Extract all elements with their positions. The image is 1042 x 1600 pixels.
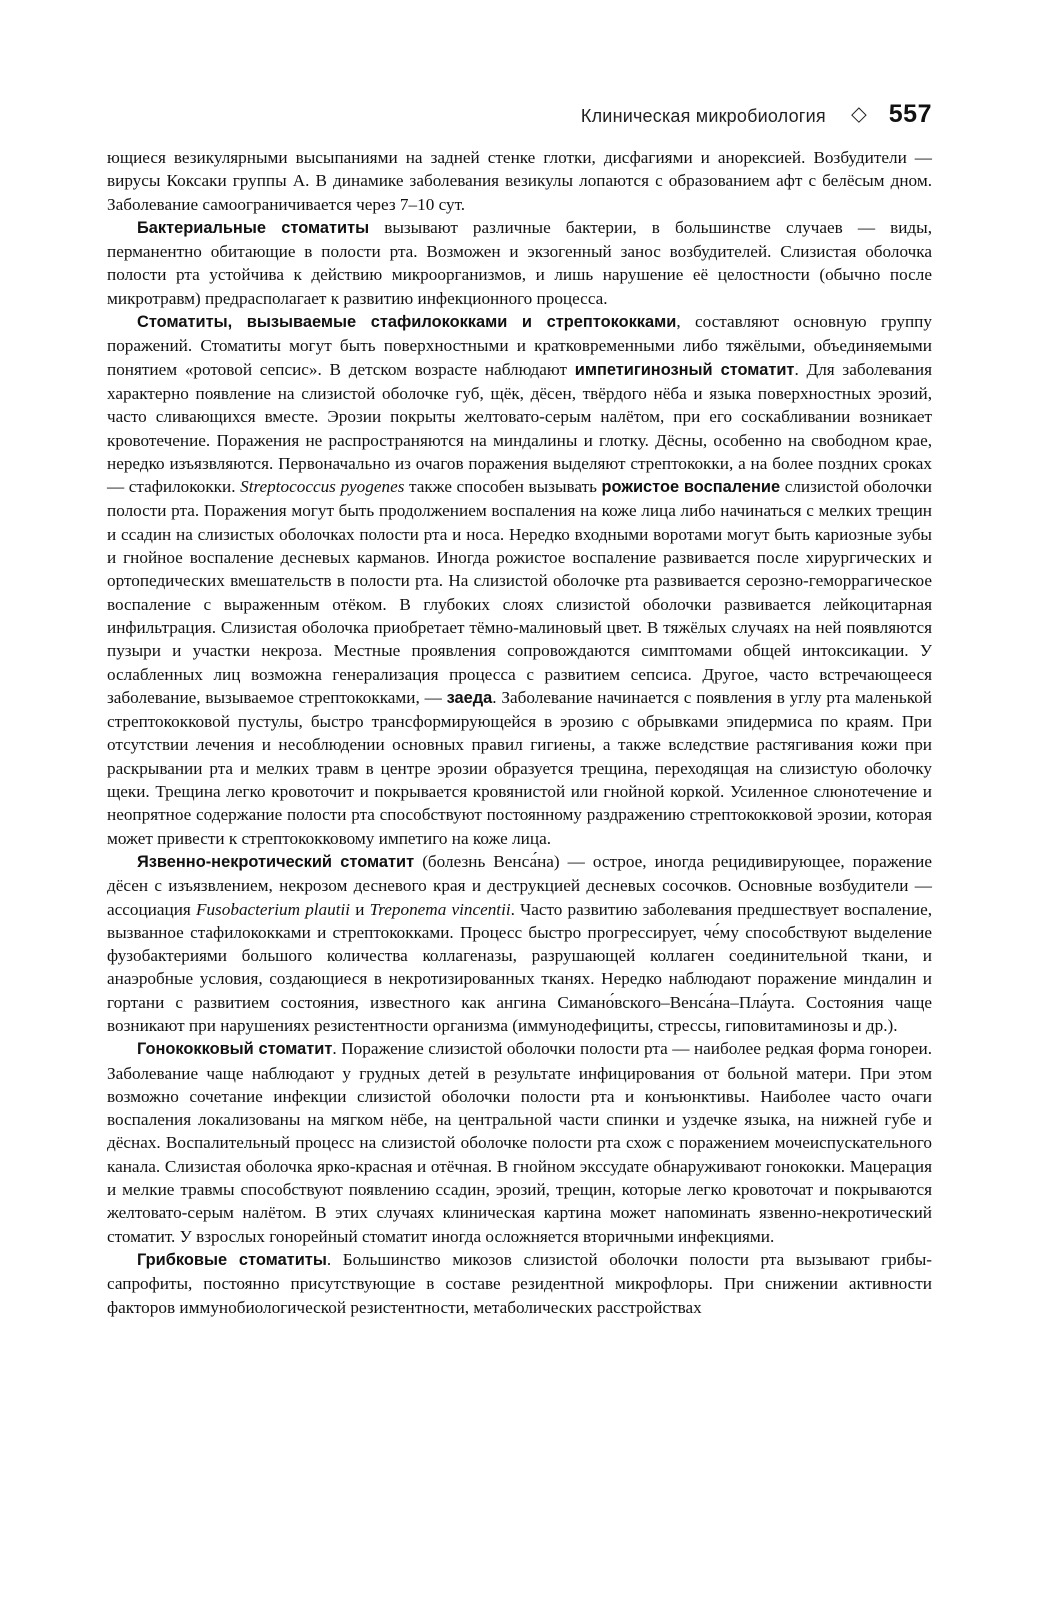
text-run: (болезнь Венса́на) — острое, иногда рецидивирующее, поражение дёсен с изъязвлением, некрозом десневого края и деструкцией десневых сосочков. Основные возбудители — ассоциация bbox=[107, 851, 932, 919]
text-run: , составляют основную группу поражений. Стоматиты могут быть поверхностными и кратковременными либо тяжёлыми, объединяемыми понятием «ротовой сепсис». В детском возрасте наблюдают bbox=[107, 312, 932, 379]
diamond-bullet-icon bbox=[851, 107, 867, 123]
page-number: 557 bbox=[888, 100, 932, 128]
text-run: . Заболевание начинается с появления в углу рта маленькой стрептококковой пустулы, быстро трансформирующейся в эрозию с обрывками эпидермиса по краям. При отсутствии лечения и несоблюдении основных правил гигиены, а также вследствие растягивания кожи при раскрывании рта и мелких травм в центре эрозии образуется трещина, переходящая на слизистую оболочку щеки. Трещина легко кровоточит и покрывается кровянистой или гнойной коркой. Усиленное слюнотечение и неопрятное содержание полости рта способствуют постоянному раздражению стрептококковой эрозии, которая может привести к стрептококковому импетиго на коже лица. bbox=[107, 687, 932, 848]
bold-term: Язвенно-некротический стоматит bbox=[137, 852, 415, 871]
text-run: . Поражение слизистой оболочки полости рта — наиболее редкая форма гонореи. Заболевание чаще наблюдают у грудных детей в результате инфицирования от больной матери. При этом возможно сочетание инфекции слизистой оболочки полости рта и конъюнктивы. Наиболее часто очаги воспаления локализованы на мягком нёбе, на центральной части спинки и уздечке языка, на нижней губе и дёснах. Воспалительный процесс на слизистой оболочке полости рта схож с поражением мочеиспускательного канала. Слизистая оболочка ярко-красная и отёчная. В гнойном экссудате обнаруживают гонококки. Мацерация и мелкие травмы способствуют появлению ссадин, эрозий, трещин, которые легко кровоточат и покрываются желтовато-серым налётом. В этих случаях клиническая картина может напоминать язвенно-некротический стоматит. У взрослых гонорейный стоматит иногда осложняется вторичными инфекциями. bbox=[107, 1039, 932, 1246]
text-run: . Большинство микозов слизистой оболочки полости рта вызывают грибы-сапрофиты, постоянно присутствующие в составе резидентной микрофлоры. При снижении активности факторов иммунобиологической резистентности, метаболических расстройствах bbox=[107, 1249, 932, 1317]
italic-term: Fusobacterium plautii bbox=[195, 899, 351, 919]
text-run: слизистой оболочки полости рта. Поражения могут быть продолжением воспаления на коже лица либо начинаться с мелких трещин и ссадин на слизистых оболочках полости рта и носа. Нередко входными воротами могут быть кариозные зубы и гнойное воспаление десневых карманов. Иногда рожистое воспаление развивается после хирургических и ортопедических вмешательств в полости рта. На слизистой оболочке рта развивается серозно-геморрагическое воспаление с выраженным отёком. В глубоких слоях слизистой оболочки развивается лейкоцитарная инфильтрация. Слизистая оболочка приобретает тёмно-малиновый цвет. В тяжёлых случаях на ней появляются пузыри и участки некроза. Местные проявления сопровождаются симптомами общей интоксикации. У ослабленных лиц возможна генерализация процесса с развитием сепсиса. Другое, часто встречающееся заболевание, вызываемое стрептококками, — bbox=[107, 477, 932, 707]
text-run: . Часто развитию заболевания предшествует воспаление, вызванное стафилококками и стрептококками. Процесс быстро прогрессирует, че́му способствуют выделение фузобактериями большого количества коллагеназы, разрушающей коллаген соединительной ткани, и анаэробные условия, создающиеся в некротизированных тканях. Нередко наблюдают поражение миндалин и гортани с развитием состояния, известного как ангина Симано́вского–Венса́на–Пла́ута. Состояния чаще возникают при нарушениях резистентности организма (иммунодефициты, стрессы, гиповитаминозы и др.). bbox=[107, 899, 933, 1035]
running-title: Клиническая микробиология bbox=[580, 106, 826, 126]
text-run: также способен вызывать bbox=[404, 477, 602, 497]
text-run: . Для заболевания характерно появление на слизистой оболочке губ, щёк, дёсен, твёрдого нёба и языка поверхностных эрозий, часто сливающихся вместе. Эрозии покрыты желтовато-серым налётом, при его соскабливании возникает кровотечение. Поражения не распространяются на миндалины и глотку. Дёсны, особенно на свободном крае, нередко изъязвляются. Первоначально из очагов поражения выделяют стрептококки, а на более поздних сроках — стафилококки. bbox=[107, 359, 932, 497]
italic-term: Treponema vincentii bbox=[369, 899, 511, 919]
paragraph bbox=[107, 310, 932, 850]
bold-term: рожистое воспаление bbox=[601, 478, 781, 497]
page-header bbox=[0, 100, 932, 129]
paragraph bbox=[107, 146, 932, 216]
text-run: и bbox=[350, 899, 370, 919]
italic-term: Streptococcus pyogenes bbox=[240, 477, 405, 497]
bold-term: импетигинозный стоматит bbox=[574, 360, 795, 379]
paragraph bbox=[107, 850, 932, 1037]
bold-term: Стоматиты, вызываемые стафилококками и стрептококками bbox=[137, 313, 677, 332]
paragraph bbox=[107, 1037, 932, 1248]
text-run: вызывают различные бактерии, в большинстве случаев — виды, перманентно обитающие в полости рта. Возможен и экзогенный занос возбудителей. Слизистая оболочка полости рта устойчива к действию микроорганизмов, и лишь нарушение её целостности (обычно после микротравм) предрасполагает к развитию инфекционного процесса. bbox=[107, 217, 932, 308]
bold-term: Гонококковый стоматит bbox=[137, 1040, 333, 1059]
text-run: ющиеся везикулярными высыпаниями на задней стенке глотки, дисфагиями и анорексией. Возбудители — вирусы Коксаки группы А. В динамике заболевания везикулы лопаются с образованием афт с белёсым дном. Заболевание самоограничивается через 7–10 сут. bbox=[107, 148, 932, 214]
body-text bbox=[107, 146, 932, 1319]
bold-term: заеда bbox=[446, 688, 493, 707]
paragraph bbox=[107, 1248, 932, 1319]
bold-term: Грибковые стоматиты bbox=[137, 1250, 327, 1269]
paragraph bbox=[107, 216, 932, 310]
bold-term: Бактериальные стоматиты bbox=[137, 218, 370, 237]
